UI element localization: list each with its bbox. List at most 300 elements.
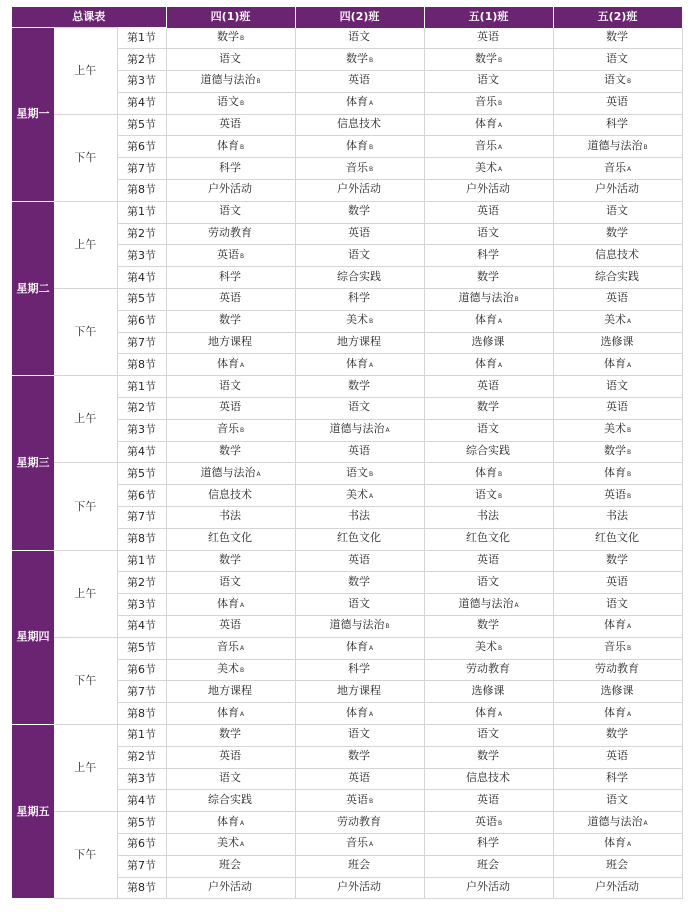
subject-cell <box>166 877 295 899</box>
subject-name: 语文 <box>219 574 242 588</box>
subject-cell <box>166 419 295 441</box>
group-marker: B <box>239 427 245 435</box>
subject-name: 综合实践 <box>595 269 640 283</box>
period-label: 第1节 <box>117 201 166 223</box>
subject-cell <box>424 463 553 485</box>
subject-cell <box>295 485 424 507</box>
table-row <box>12 376 682 398</box>
subject-name: 语文 <box>219 204 242 218</box>
group-marker: A <box>368 361 374 369</box>
subject-name: 户外活动 <box>466 879 511 893</box>
subject-name: 班会 <box>606 858 629 872</box>
subject-name: 数学 <box>474 51 497 65</box>
subject-cell <box>553 507 682 529</box>
subject-cell <box>553 92 682 114</box>
subject-cell <box>295 223 424 245</box>
subject-cell <box>553 376 682 398</box>
subject-name: 语文 <box>606 204 629 218</box>
subject-name: 科学 <box>219 160 242 174</box>
group-marker: A <box>626 841 632 849</box>
group-marker: B <box>643 143 648 151</box>
subject-name: 信息技术 <box>337 117 382 131</box>
subject-cell <box>424 398 553 420</box>
subject-cell <box>553 267 682 289</box>
period-label: 第7节 <box>117 681 166 703</box>
subject-cell <box>553 725 682 747</box>
subject-name: 语文 <box>606 378 629 392</box>
subject-cell <box>295 441 424 463</box>
group-marker: A <box>239 361 245 369</box>
subject-name: 音乐 <box>216 422 239 436</box>
subject-cell <box>553 180 682 202</box>
subject-name: 语文 <box>348 29 371 43</box>
subject-name: 体育 <box>345 356 368 370</box>
subject-cell <box>424 594 553 616</box>
subject-name: 美术 <box>474 640 497 654</box>
group-marker: A <box>643 819 648 827</box>
subject-name: 语文 <box>474 487 497 501</box>
subject-name: 英语 <box>219 291 242 305</box>
subject-name: 户外活动 <box>595 879 640 893</box>
subject-cell <box>295 114 424 136</box>
timetable-header <box>12 7 682 28</box>
period-label: 第7节 <box>117 507 166 529</box>
subject-cell <box>553 768 682 790</box>
half-day-label: 下午 <box>54 114 117 201</box>
group-marker: B <box>368 165 374 173</box>
subject-cell <box>424 354 553 376</box>
subject-name: 道德与法治 <box>329 618 385 632</box>
group-marker: A <box>239 601 245 609</box>
subject-cell <box>553 419 682 441</box>
half-day-label: 上午 <box>54 376 117 463</box>
subject-cell <box>166 659 295 681</box>
group-marker: A <box>239 645 245 653</box>
subject-name: 班会 <box>219 858 242 872</box>
subject-cell <box>166 616 295 638</box>
subject-name: 英语 <box>474 814 497 828</box>
subject-name: 红色文化 <box>208 531 253 545</box>
subject-name: 道德与法治 <box>200 73 256 87</box>
subject-name: 数学 <box>219 553 242 567</box>
period-label: 第8节 <box>117 180 166 202</box>
subject-cell <box>424 332 553 354</box>
subject-name: 美术 <box>603 313 626 327</box>
table-row <box>12 637 682 659</box>
subject-cell <box>295 703 424 725</box>
subject-name: 红色文化 <box>337 531 382 545</box>
subject-cell <box>424 572 553 594</box>
subject-name: 英语 <box>348 444 371 458</box>
subject-name: 语文 <box>348 596 371 610</box>
subject-name: 科学 <box>606 117 629 131</box>
subject-cell <box>166 485 295 507</box>
group-marker: B <box>368 56 374 64</box>
period-label: 第1节 <box>117 376 166 398</box>
period-label: 第3节 <box>117 71 166 93</box>
subject-cell <box>424 49 553 71</box>
subject-name: 班会 <box>477 858 500 872</box>
subject-cell <box>295 528 424 550</box>
subject-cell <box>295 681 424 703</box>
group-marker: A <box>239 841 245 849</box>
subject-name: 数学 <box>345 51 368 65</box>
group-marker: B <box>239 667 245 674</box>
subject-name: 英语 <box>477 378 500 392</box>
subject-name: 科学 <box>477 247 500 261</box>
subject-name: 数学 <box>477 749 500 763</box>
subject-cell <box>295 725 424 747</box>
subject-name: 英语 <box>345 792 368 806</box>
period-label: 第8节 <box>117 703 166 725</box>
subject-cell <box>553 877 682 899</box>
period-label: 第6节 <box>117 659 166 681</box>
subject-cell <box>295 354 424 376</box>
subject-name: 语文 <box>606 792 629 806</box>
subject-cell <box>553 136 682 158</box>
subject-cell <box>424 310 553 332</box>
subject-cell <box>166 158 295 180</box>
subject-cell <box>424 136 553 158</box>
half-day-label: 下午 <box>54 637 117 724</box>
subject-name: 地方课程 <box>208 683 253 697</box>
subject-cell <box>553 528 682 550</box>
class-header: 五(1)班 <box>424 7 553 28</box>
subject-cell <box>424 289 553 311</box>
period-label: 第2节 <box>117 398 166 420</box>
period-label: 第8节 <box>117 877 166 899</box>
subject-cell <box>166 463 295 485</box>
group-marker: A <box>256 470 261 478</box>
period-label: 第5节 <box>117 637 166 659</box>
subject-cell <box>424 180 553 202</box>
subject-cell <box>553 71 682 93</box>
subject-name: 体育 <box>216 705 239 719</box>
subject-cell <box>553 855 682 877</box>
subject-name: 音乐 <box>474 138 497 152</box>
subject-name: 选修课 <box>471 335 505 349</box>
subject-name: 体育 <box>216 814 239 828</box>
day-label: 星期四 <box>12 550 54 724</box>
day-label: 星期三 <box>12 376 54 550</box>
subject-cell <box>295 289 424 311</box>
group-marker: B <box>497 645 503 653</box>
group-marker: B <box>385 623 390 631</box>
subject-cell <box>166 550 295 572</box>
subject-name: 道德与法治 <box>458 291 514 305</box>
subject-name: 音乐 <box>603 160 626 174</box>
subject-name: 英语 <box>219 400 242 414</box>
subject-name: 户外活动 <box>595 182 640 196</box>
group-marker: A <box>368 645 374 653</box>
subject-cell <box>553 812 682 834</box>
subject-cell <box>424 725 553 747</box>
group-marker: A <box>626 165 632 173</box>
subject-name: 体育 <box>216 138 239 152</box>
subject-cell <box>553 703 682 725</box>
subject-name: 语文 <box>219 378 242 392</box>
table-row <box>12 463 682 485</box>
period-label: 第7节 <box>117 855 166 877</box>
subject-cell <box>424 550 553 572</box>
subject-name: 综合实践 <box>466 444 511 458</box>
subject-cell <box>295 28 424 49</box>
group-marker: A <box>514 601 519 609</box>
subject-name: 数学 <box>348 204 371 218</box>
subject-cell <box>166 376 295 398</box>
subject-name: 美术 <box>345 487 368 501</box>
day-label: 星期五 <box>12 725 54 899</box>
subject-name: 体育 <box>603 705 626 719</box>
group-marker: A <box>368 841 374 849</box>
subject-cell <box>166 267 295 289</box>
subject-cell <box>424 855 553 877</box>
subject-cell <box>553 49 682 71</box>
subject-cell <box>553 223 682 245</box>
subject-name: 语文 <box>216 95 239 109</box>
subject-name: 体育 <box>474 313 497 327</box>
group-marker: B <box>497 470 503 478</box>
subject-cell <box>295 398 424 420</box>
group-marker: A <box>368 710 374 718</box>
subject-name: 书法 <box>348 509 371 523</box>
subject-name: 语文 <box>219 51 242 65</box>
subject-name: 道德与法治 <box>458 596 514 610</box>
subject-name: 美术 <box>216 662 239 675</box>
subject-name: 选修课 <box>600 683 634 697</box>
table-row <box>12 725 682 747</box>
subject-name: 红色文化 <box>595 531 640 545</box>
period-label: 第3节 <box>117 594 166 616</box>
period-label: 第8节 <box>117 354 166 376</box>
subject-cell <box>553 398 682 420</box>
period-label: 第6节 <box>117 310 166 332</box>
subject-cell <box>295 136 424 158</box>
subject-cell <box>166 28 295 49</box>
subject-cell <box>553 616 682 638</box>
subject-cell <box>166 180 295 202</box>
group-marker: B <box>626 427 632 435</box>
subject-cell <box>424 71 553 93</box>
subject-name: 数学 <box>477 269 500 283</box>
subject-cell <box>166 354 295 376</box>
subject-cell <box>553 681 682 703</box>
subject-cell <box>295 158 424 180</box>
subject-cell <box>295 855 424 877</box>
subject-name: 科学 <box>477 836 500 850</box>
subject-name: 书法 <box>606 509 629 523</box>
subject-cell <box>424 812 553 834</box>
group-marker: A <box>497 122 503 130</box>
subject-name: 英语 <box>348 73 371 87</box>
subject-name: 语文 <box>606 596 629 610</box>
group-marker: B <box>368 470 374 478</box>
subject-cell <box>553 594 682 616</box>
period-label: 第1节 <box>117 28 166 49</box>
subject-name: 道德与法治 <box>587 814 643 828</box>
group-marker: A <box>497 710 503 718</box>
subject-name: 美术 <box>345 313 368 327</box>
subject-cell <box>553 790 682 812</box>
subject-cell <box>424 528 553 550</box>
class-header: 五(2)班 <box>553 7 682 28</box>
group-marker: A <box>626 361 632 369</box>
subject-name: 数学 <box>348 574 371 588</box>
subject-name: 道德与法治 <box>587 138 643 152</box>
subject-cell <box>166 703 295 725</box>
subject-name: 选修课 <box>600 335 634 349</box>
period-label: 第2节 <box>117 49 166 71</box>
subject-cell <box>553 158 682 180</box>
subject-cell <box>295 550 424 572</box>
subject-name: 音乐 <box>603 640 626 654</box>
subject-name: 数学 <box>606 553 629 567</box>
subject-cell <box>295 245 424 267</box>
subject-name: 语文 <box>219 770 242 784</box>
subject-cell <box>166 201 295 223</box>
half-day-label: 下午 <box>54 812 117 899</box>
subject-cell <box>553 28 682 49</box>
subject-name: 英语 <box>219 749 242 763</box>
subject-cell <box>424 92 553 114</box>
subject-cell <box>295 877 424 899</box>
subject-name: 体育 <box>474 356 497 370</box>
subject-name: 地方课程 <box>208 335 253 349</box>
subject-name: 语文 <box>477 226 500 240</box>
subject-cell <box>553 441 682 463</box>
subject-name: 英语 <box>606 749 629 763</box>
subject-cell <box>295 310 424 332</box>
subject-name: 语文 <box>477 727 500 741</box>
period-label: 第3节 <box>117 768 166 790</box>
subject-name: 数学 <box>606 727 629 741</box>
subject-name: 体育 <box>345 705 368 719</box>
subject-cell <box>295 267 424 289</box>
subject-name: 综合实践 <box>208 792 253 806</box>
subject-name: 体育 <box>345 95 368 109</box>
subject-name: 数学 <box>606 226 629 240</box>
group-marker: B <box>239 100 245 108</box>
subject-name: 英语 <box>606 574 629 588</box>
subject-cell <box>553 833 682 855</box>
subject-cell <box>166 310 295 332</box>
subject-cell <box>166 594 295 616</box>
subject-name: 科学 <box>348 662 371 675</box>
subject-cell <box>166 441 295 463</box>
subject-cell <box>553 637 682 659</box>
subject-name: 户外活动 <box>466 182 511 196</box>
class-header: 四(1)班 <box>166 7 295 28</box>
subject-name: 英语 <box>477 29 500 43</box>
subject-name: 语文 <box>603 73 626 87</box>
subject-name: 道德与法治 <box>200 465 256 479</box>
subject-cell <box>424 485 553 507</box>
subject-cell <box>166 507 295 529</box>
subject-name: 语文 <box>477 73 500 87</box>
subject-cell <box>166 49 295 71</box>
period-label: 第4节 <box>117 616 166 638</box>
subject-name: 英语 <box>606 291 629 305</box>
subject-name: 体育 <box>474 465 497 479</box>
subject-cell <box>424 114 553 136</box>
subject-cell <box>166 71 295 93</box>
subject-name: 科学 <box>219 269 242 283</box>
subject-cell <box>553 114 682 136</box>
subject-name: 数学 <box>606 29 629 43</box>
group-marker: A <box>239 819 245 827</box>
subject-cell <box>166 572 295 594</box>
subject-cell <box>166 790 295 812</box>
subject-name: 选修课 <box>471 683 505 697</box>
subject-cell <box>295 790 424 812</box>
subject-cell <box>166 812 295 834</box>
subject-cell <box>166 114 295 136</box>
group-marker: B <box>368 797 374 805</box>
subject-cell <box>295 201 424 223</box>
subject-name: 户外活动 <box>208 879 253 893</box>
group-marker: B <box>239 252 245 260</box>
subject-name: 美术 <box>474 160 497 174</box>
subject-name: 体育 <box>603 618 626 632</box>
subject-name: 体育 <box>603 836 626 850</box>
subject-name: 体育 <box>345 138 368 152</box>
subject-name: 地方课程 <box>337 335 382 349</box>
subject-cell <box>295 71 424 93</box>
class-header: 四(2)班 <box>295 7 424 28</box>
subject-name: 英语 <box>603 487 626 501</box>
period-label: 第4节 <box>117 92 166 114</box>
subject-cell <box>424 790 553 812</box>
subject-cell <box>424 376 553 398</box>
group-marker: B <box>256 78 261 86</box>
subject-cell <box>553 659 682 681</box>
subject-name: 美术 <box>216 836 239 850</box>
subject-cell <box>424 201 553 223</box>
period-label: 第7节 <box>117 158 166 180</box>
period-label: 第1节 <box>117 725 166 747</box>
subject-name: 综合实践 <box>337 269 382 283</box>
half-day-label: 下午 <box>54 463 117 550</box>
subject-name: 数学 <box>348 378 371 392</box>
subject-cell <box>424 746 553 768</box>
subject-cell <box>166 92 295 114</box>
group-marker: B <box>626 645 632 653</box>
subject-cell <box>166 746 295 768</box>
period-label: 第4节 <box>117 441 166 463</box>
period-label: 第5节 <box>117 289 166 311</box>
subject-cell <box>553 485 682 507</box>
subject-name: 美术 <box>603 422 626 436</box>
subject-cell <box>166 398 295 420</box>
subject-name: 体育 <box>345 640 368 654</box>
subject-name: 英语 <box>606 400 629 414</box>
subject-cell <box>424 419 553 441</box>
period-label: 第6节 <box>117 485 166 507</box>
subject-name: 数学 <box>477 400 500 414</box>
subject-cell <box>166 332 295 354</box>
group-marker: B <box>626 492 632 500</box>
subject-cell <box>553 289 682 311</box>
subject-cell <box>166 855 295 877</box>
table-row <box>12 201 682 223</box>
subject-name: 体育 <box>474 705 497 719</box>
period-label: 第5节 <box>117 812 166 834</box>
subject-name: 语文 <box>348 727 371 741</box>
timetable-body <box>12 28 682 899</box>
day-label: 星期二 <box>12 201 54 375</box>
subject-cell <box>553 201 682 223</box>
subject-name: 英语 <box>477 553 500 567</box>
